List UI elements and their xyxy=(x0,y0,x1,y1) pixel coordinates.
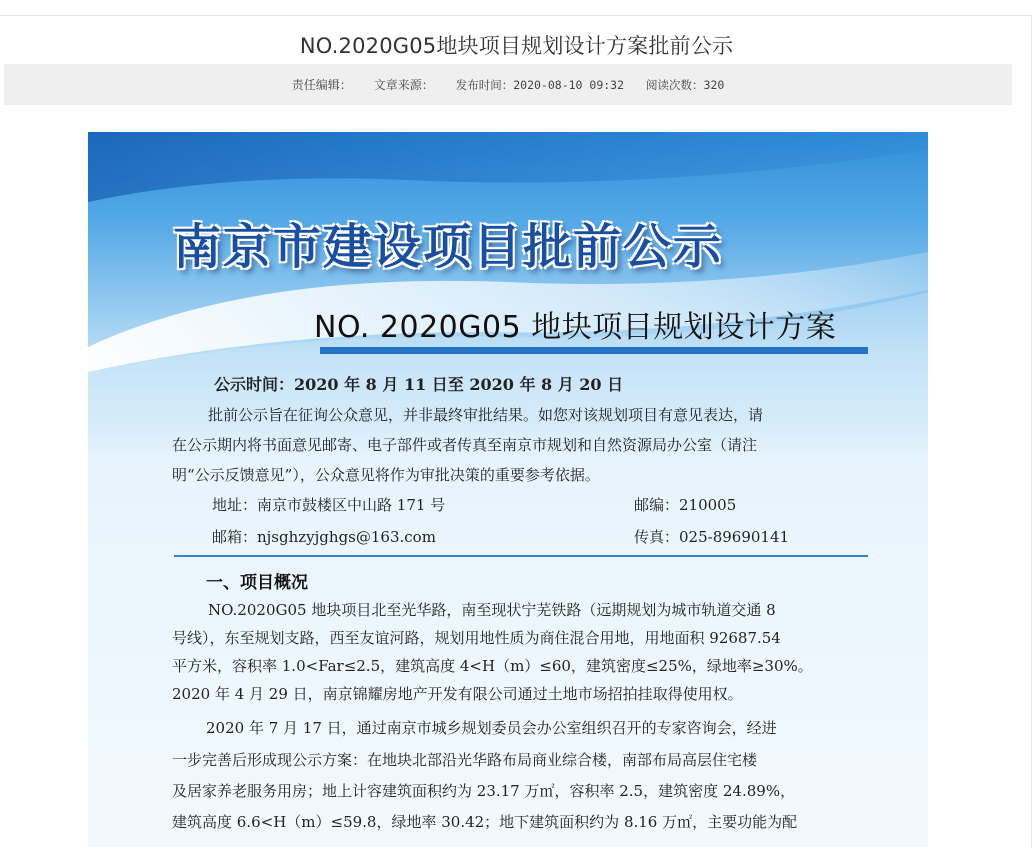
contact-address: 地址：南京市鼓楼区中山路 171 号 xyxy=(212,496,446,514)
notice-image xyxy=(88,132,928,847)
section-1-line-7: 及居家养老服务用房；地上计容建筑面积约为 23.17 万㎡，容积率 2.5，建筑密度 24.89%， xyxy=(172,782,796,800)
section-1-line-1: NO.2020G05 地块项目北至光华路，南至现状宁芜铁路（远期规划为城市轨道交通 8 xyxy=(208,601,776,619)
section-1-line-3: 平方米，容积率 1.0<Far≤2.5，建筑高度 4<H（m）≤60，建筑密度≤25%，绿地率≥30%。 xyxy=(172,657,813,675)
section-divider xyxy=(174,555,868,557)
article-title: NO.2020G05地块项目规划设计方案批前公示 xyxy=(299,34,734,58)
subtitle-underline xyxy=(320,347,868,354)
contact-postcode: 邮编：210005 xyxy=(634,496,737,514)
intro-line-1: 批前公示旨在征询公众意见，并非最终审批结果。如您对该规划项目有意见表达，请 xyxy=(208,406,764,424)
meta-read-count: 阅读次数：320 xyxy=(646,77,725,92)
intro-line-2: 在公示期内将书面意见邮寄、电子部件或者传真至南京市规划和自然资源局办公室（请注 xyxy=(172,436,758,454)
intro-line-3: 明“公示反馈意见”），公众意见将作为审批决策的重要参考依据。 xyxy=(172,466,600,484)
meta-source: 文章来源： xyxy=(373,78,434,92)
contact-fax: 传真：025-89690141 xyxy=(634,528,790,546)
article-meta-bar xyxy=(4,64,1012,105)
section-1-line-8: 建筑高度 6.6<H（m）≤59.8，绿地率 30.42；地下建筑面积约为 8.16 万㎡，主要功能为配 xyxy=(172,813,798,831)
section-1-line-2: 号线），东至规划支路，西至友谊河路，规划用地性质为商住混合用地，用地面积 92687.54 xyxy=(172,629,781,647)
section-1-heading: 一、项目概况 xyxy=(206,573,308,593)
notice-period: 公示时间：2020 年 8 月 11 日至 2020 年 8 月 20 日 xyxy=(214,375,624,394)
notice-subtitle: NO. 2020G05 地块项目规划设计方案 xyxy=(314,310,837,345)
section-1-line-5: 2020 年 7 月 17 日，通过南京市城乡规划委员会办公室组织召开的专家咨询会，经进 xyxy=(206,719,777,737)
meta-publish-time: 发布时间：2020-08-10 09:32 xyxy=(455,77,625,92)
meta-editor: 责任编辑： xyxy=(291,78,352,92)
section-1-line-4: 2020 年 4 月 29 日，南京锦耀房地产开发有限公司通过土地市场招拍挂取得使用权。 xyxy=(172,685,743,703)
notice-banner-title: 南京市建设项目批前公示 xyxy=(172,219,723,275)
contact-email: 邮箱：njsghzyjghgs@163.com xyxy=(212,528,436,546)
section-1-line-6: 一步完善后形成现公示方案：在地块北部沿光华路布局商业综合楼，南部布局高层住宅楼 xyxy=(172,751,758,769)
